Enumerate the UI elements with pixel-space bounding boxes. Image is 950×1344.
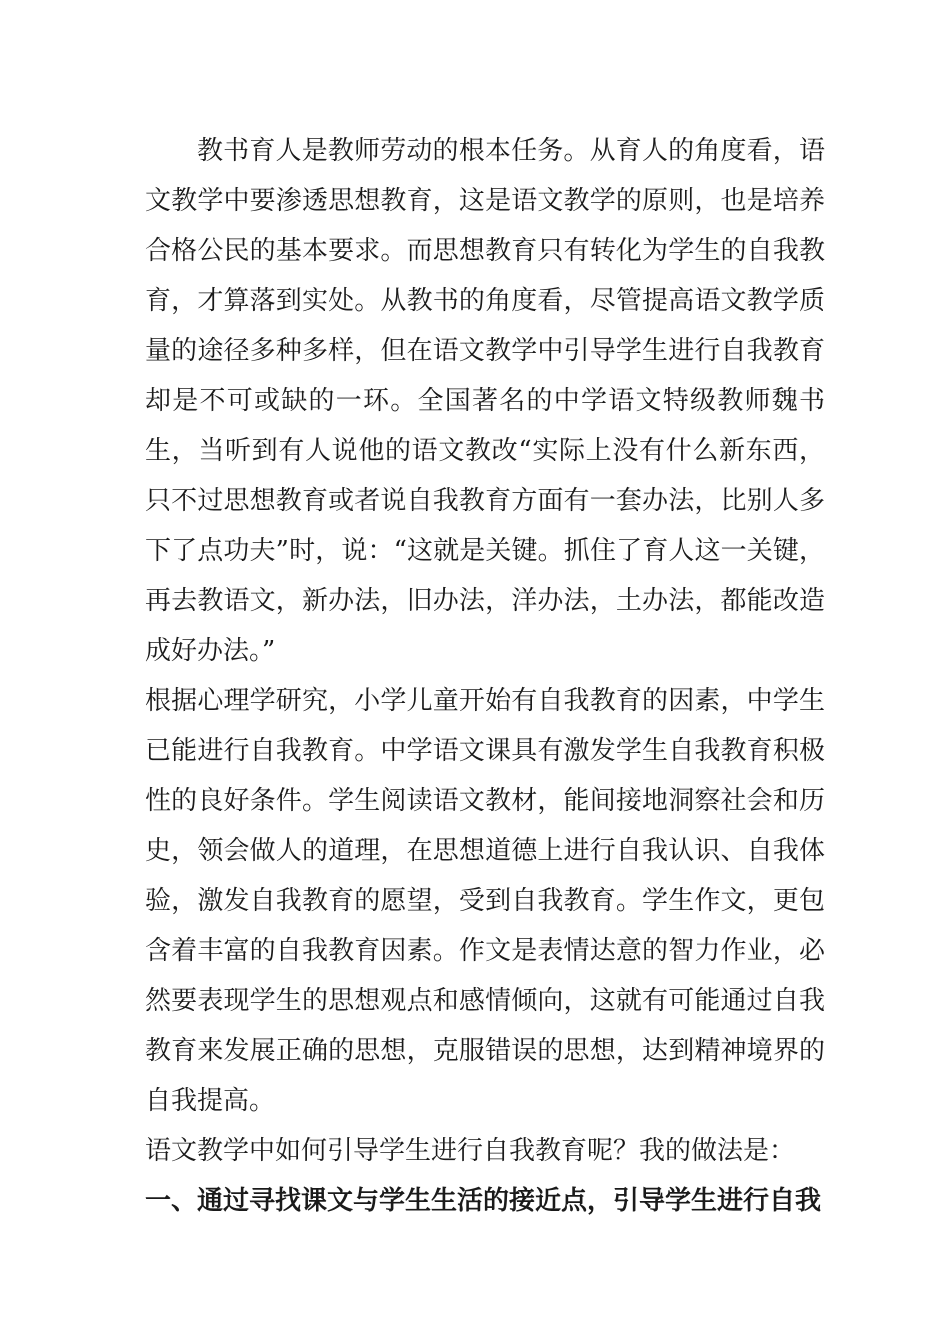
paragraph-intro: 教书育人是教师劳动的根本任务。从育人的角度看，语文教学中要渗透思想教育，这是语文教学的原则，也是培养合格公民的基本要求。而思想教育只有转化为学生的自我教育，才算落到实处。从教书的角度看，尽管提高语文教学质量的途径多种多样，但在语文教学中引导学生进行自我教育却是不可或缺的一环。全国著名的中学语文特级教师魏书生，当听到有人说他的语文教改“实际上没有什么新东西，只不过思想教育或者说自我教育方面有一套办法，比别人多下了点功夫”时，说：“这就是关键。抓住了育人这一关键，再去教语文，新办法，旧办法，洋办法，土办法，都能改造成好办法。” — [145, 136, 825, 666]
paragraph-psychology: 根据心理学研究，小学儿童开始有自我教育的因素，中学生已能进行自我教育。中学语文课具有激发学生自我教育积极性的良好条件。学生阅读语文教材，能间接地洞察社会和历史，领会做人的道理，在思想道德上进行自我认识、自我体验，激发自我教育的愿望，受到自我教育。学生作文，更包含着丰富的自我教育因素。作文是表情达意的智力作业，必然要表现学生的思想观点和感情倾向，这就有可能通过自我教育来发展正确的思想，克服错误的思想，达到精神境界的自我提高。 — [145, 686, 825, 1116]
paragraph-question: 语文教学中如何引导学生进行自我教育呢？我的做法是： — [145, 1136, 796, 1166]
section-heading: 一、通过寻找课文与学生生活的接近点，引导学生进行自我 — [145, 1186, 822, 1216]
document-body — [145, 126, 825, 1226]
